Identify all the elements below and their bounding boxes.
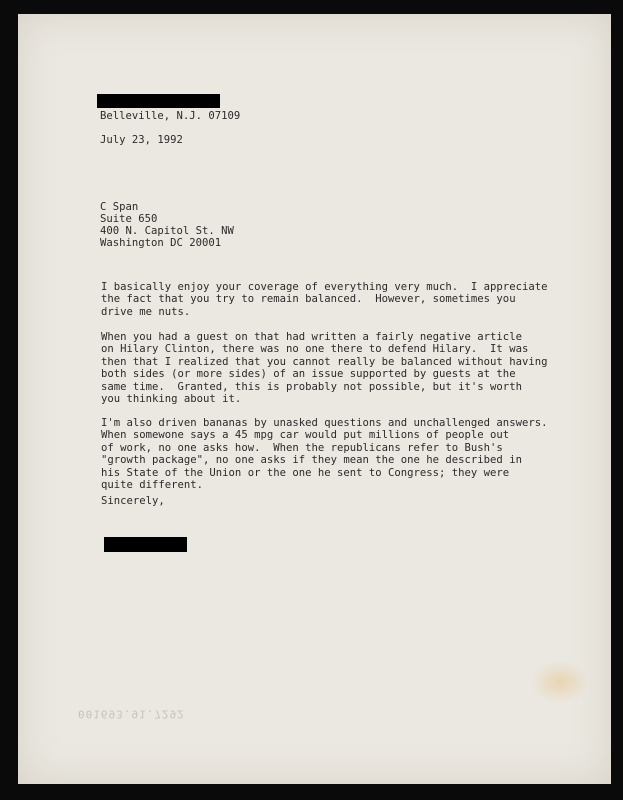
recipient-line-2: Suite 650 xyxy=(100,213,158,225)
body-paragraph-2 xyxy=(101,331,548,406)
body-line: you thinking about it. xyxy=(101,393,242,406)
letter-page xyxy=(18,14,611,784)
recipient-line-1: C Span xyxy=(100,201,139,213)
body-line: "growth package", no one asks if they mean the one he described in xyxy=(101,454,522,467)
recipient-line-3: 400 N. Capitol St. NW xyxy=(100,225,234,237)
body-line: When you had a guest on that had written a fairly negative article xyxy=(101,331,522,343)
body-line: same time. Granted, this is probably not possible, but it's worth xyxy=(101,380,522,393)
body-line: I basically enjoy your coverage of everything very much. I appreciate xyxy=(101,281,548,293)
body-line: the fact that you try to remain balanced. However, sometimes you xyxy=(101,293,516,306)
sender-address: Belleville, N.J. 07109 xyxy=(100,110,241,122)
body-paragraph-1 xyxy=(101,281,548,318)
body-line: When somewone says a 45 mpg car would put millions of people out xyxy=(101,429,510,442)
letter-date: July 23, 1992 xyxy=(100,134,183,146)
redacted-signature xyxy=(104,537,187,552)
body-line: I'm also driven bananas by unasked questions and unchallenged answers. xyxy=(101,417,548,429)
closing: Sincerely, xyxy=(101,495,165,507)
body-line: both sides (or more sides) of an issue supported by guests at the xyxy=(101,368,516,381)
archive-stamp: 001693.91.7292 xyxy=(78,707,185,721)
redacted-name-top xyxy=(97,94,220,108)
recipient-line-4: Washington DC 20001 xyxy=(100,237,222,249)
paper-stain xyxy=(530,660,590,704)
body-line: drive me nuts. xyxy=(101,305,191,318)
body-line: then that I realized that you cannot really be balanced without having xyxy=(101,355,548,368)
body-line: of work, no one asks how. When the republicans refer to Bush's xyxy=(101,441,503,454)
body-line: quite different. xyxy=(101,479,204,492)
body-paragraph-3 xyxy=(101,417,548,492)
body-line: on Hilary Clinton, there was no one there to defend Hilary. It was xyxy=(101,343,529,356)
body-line: his State of the Union or the one he sent to Congress; they were xyxy=(101,466,510,479)
